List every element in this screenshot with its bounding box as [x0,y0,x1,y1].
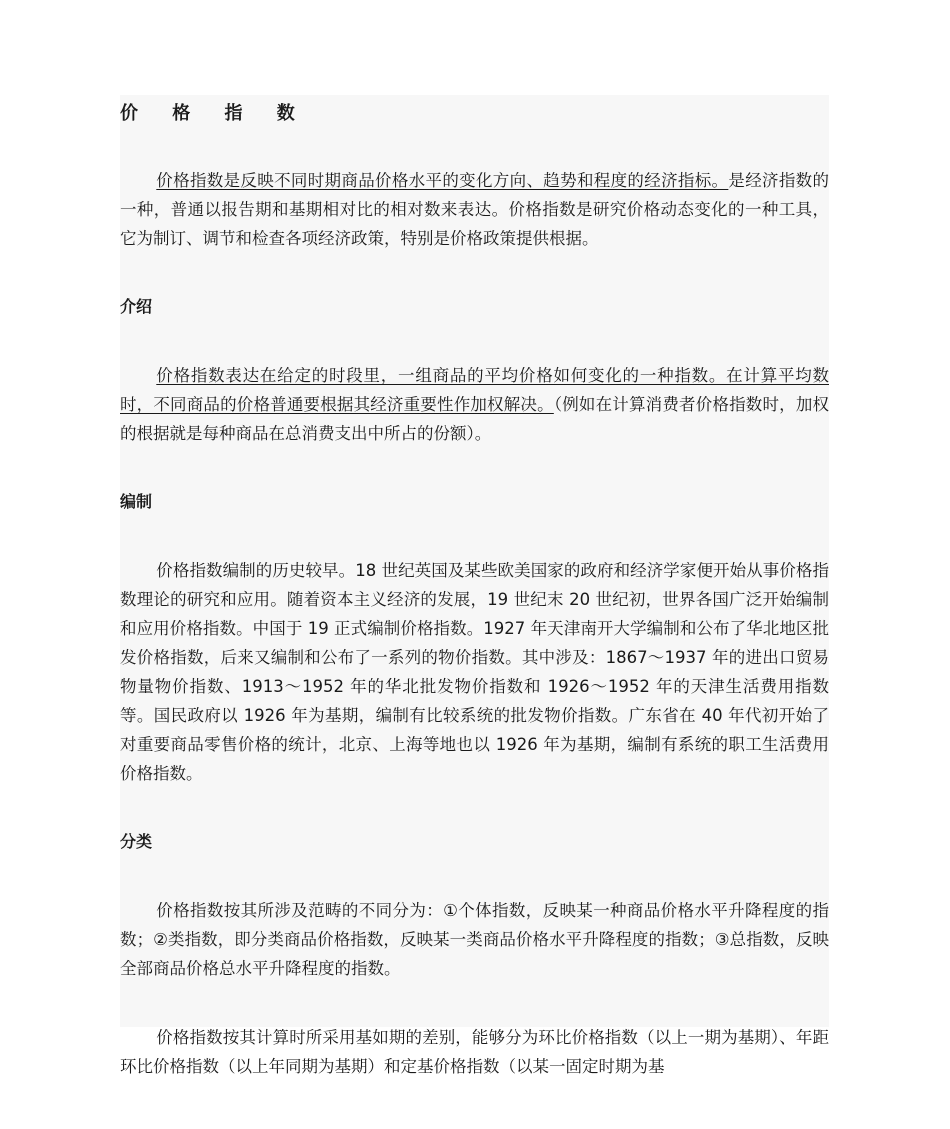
document-title: 价 格 指 数 [120,103,309,124]
compilation-paragraph: 价格指数编制的历史较早。18 世纪英国及某些欧美国家的政府和经济学家便开始从事价格指数理论的研究和应用。随着资本主义经济的发展，19 世纪末 20 世纪初，世界各国广泛开始编制和应用价格指数。中国于 19 正式编制价格指数。1927 年天津南开大学编制和公布了华北地区批发价格指数，后来又编制和公布了一系列的物价指数。其中涉及：1867～1937 年的进出口贸易物量物价指数、1913～1952 年的华北批发物价指数和 1926～1952 年的天津生活费用指数等。国民政府以 1926 年为基期，编制有比较系统的批发物价指数。广东省在 40 年代初开始了对重要商品零售价格的统计，北京、上海等地也以 1926 年为基期，编制有系统的职工生活费用价格指数。 [120,561,829,783]
classification-paragraph-1: 价格指数按其所涉及范畴的不同分为：①个体指数，反映某一种商品价格水平升降程度的指数；②类指数，即分类商品价格指数，反映某一类商品价格水平升降程度的指数；③总指数，反映全部商品价格总水平升降程度的指数。 [120,901,829,978]
intro-section-underlined-text: 价格指数表达在给定的时段里，一组商品的平均价格如何变化的一种指数。在计算平均数时，不同商品的价格普通要根据其经济重要性作加权解决。 [120,366,829,414]
intro-text: 是经济指数的一种，普通以报告期和基期相对比的相对数来表达。价格指数是研究价格动态变化的一种工具，它为制订、调节和检查各项经济政策，特别是价格政策提供根据。 [120,171,830,248]
intro-section-paragraph [120,361,829,448]
intro-section-text: （例如在计算消费者价格指数时，加权的根据就是每种商品在总消费支出中所占的份额）。 [120,395,830,443]
classification-paragraph-2: 价格指数按其计算时所采用基如期的差别，能够分为环比价格指数（以上一期为基期）、年距环比价格指数（以上年同期为基期）和定基价格指数（以某一固定时期为基 [120,1028,829,1076]
intro-underlined-text: 价格指数是反映不同时期商品价格水平的变化方向、趋势和程度的经济指标。 [156,171,729,190]
section-heading-classification: 分类 [120,832,153,851]
document-body [120,95,830,1076]
intro-paragraph [120,166,829,253]
section-heading-compilation: 编制 [120,492,153,511]
section-heading-intro: 介绍 [120,297,153,316]
